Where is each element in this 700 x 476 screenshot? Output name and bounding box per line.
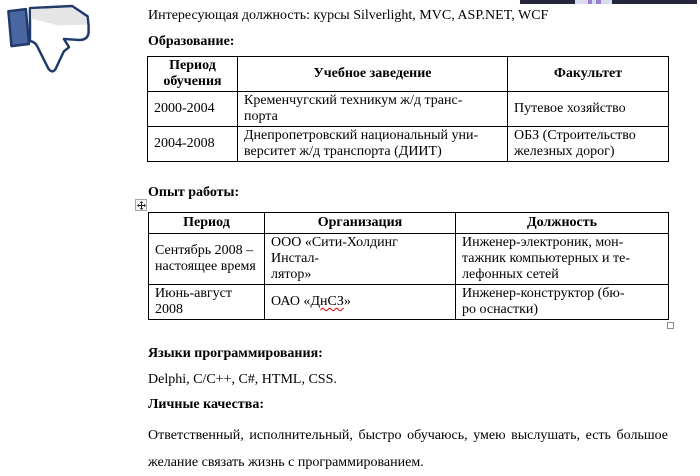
cell-position: Инженер-конструктор (бю- ро оснастки) [456, 285, 669, 320]
org-text: » [343, 294, 351, 309]
qualities-line: желание связать жизнь с программированием. [148, 455, 424, 470]
table-resize-handle[interactable] [667, 322, 674, 329]
experience-col-period: Период [149, 213, 265, 234]
cell-school: Кременчугский техникум ж/д транс- порта [238, 92, 508, 127]
cell-organization: ООО «Сити-Холдинг Инстал- лятор» [265, 234, 456, 285]
cell-faculty: Путевое хозяйство [508, 92, 669, 127]
cell-faculty: ОБЗ (Строительство железных дорог) [508, 127, 669, 162]
cell-position: Инженер-электроник, мон- тажник компьютерных и те- лефонных сетей [456, 234, 669, 285]
experience-heading: Опыт работы: [148, 185, 240, 200]
languages-heading: Языки программирования: [148, 346, 323, 361]
languages-text: Delphi, C/C++, C#, HTML, CSS. [148, 372, 337, 387]
qualities-text [148, 422, 668, 476]
cell-school: Днепропетровский национальный уни- верситет ж/д транспорта (ДИИТ) [238, 127, 508, 162]
experience-col-org: Организация [265, 213, 456, 234]
education-row [148, 127, 669, 162]
thumb-cuff [8, 9, 29, 46]
education-col-school: Учебное заведение [238, 57, 508, 92]
education-col-faculty: Факультет [508, 57, 669, 92]
experience-header-row [149, 213, 669, 234]
thumbs-down-icon [5, 5, 93, 77]
resume-content [148, 0, 668, 476]
education-heading: Образование: [148, 34, 235, 49]
experience-table-wrap [148, 212, 668, 320]
experience-row [149, 285, 669, 320]
qualities-line: Ответственный, исполнительный, быстро обучаюсь, умею выслушать, есть большое [148, 428, 668, 443]
cell-period: Июнь-август 2008 [149, 285, 265, 320]
education-table [147, 56, 669, 162]
org-text: ОАО « [271, 294, 311, 309]
education-row [148, 92, 669, 127]
qualities-heading: Личные качества: [148, 397, 264, 412]
cell-period: 2000-2004 [148, 92, 238, 127]
cell-organization [265, 285, 456, 320]
experience-row [149, 234, 669, 285]
education-col-period: Период обучения [148, 57, 238, 92]
cell-period: 2004-2008 [148, 127, 238, 162]
experience-col-position: Должность [456, 213, 669, 234]
education-header-row [148, 57, 669, 92]
intro-line: Интересующая должность: курсы Silverlight, MVC, ASP.NET, WCF [148, 8, 549, 23]
table-move-handle[interactable] [135, 199, 147, 211]
org-text-misspelled: ДнСЗ [310, 294, 344, 309]
experience-table [148, 212, 669, 320]
cell-period: Сентябрь 2008 – настоящее время [149, 234, 265, 285]
move-arrows-icon [137, 201, 146, 210]
